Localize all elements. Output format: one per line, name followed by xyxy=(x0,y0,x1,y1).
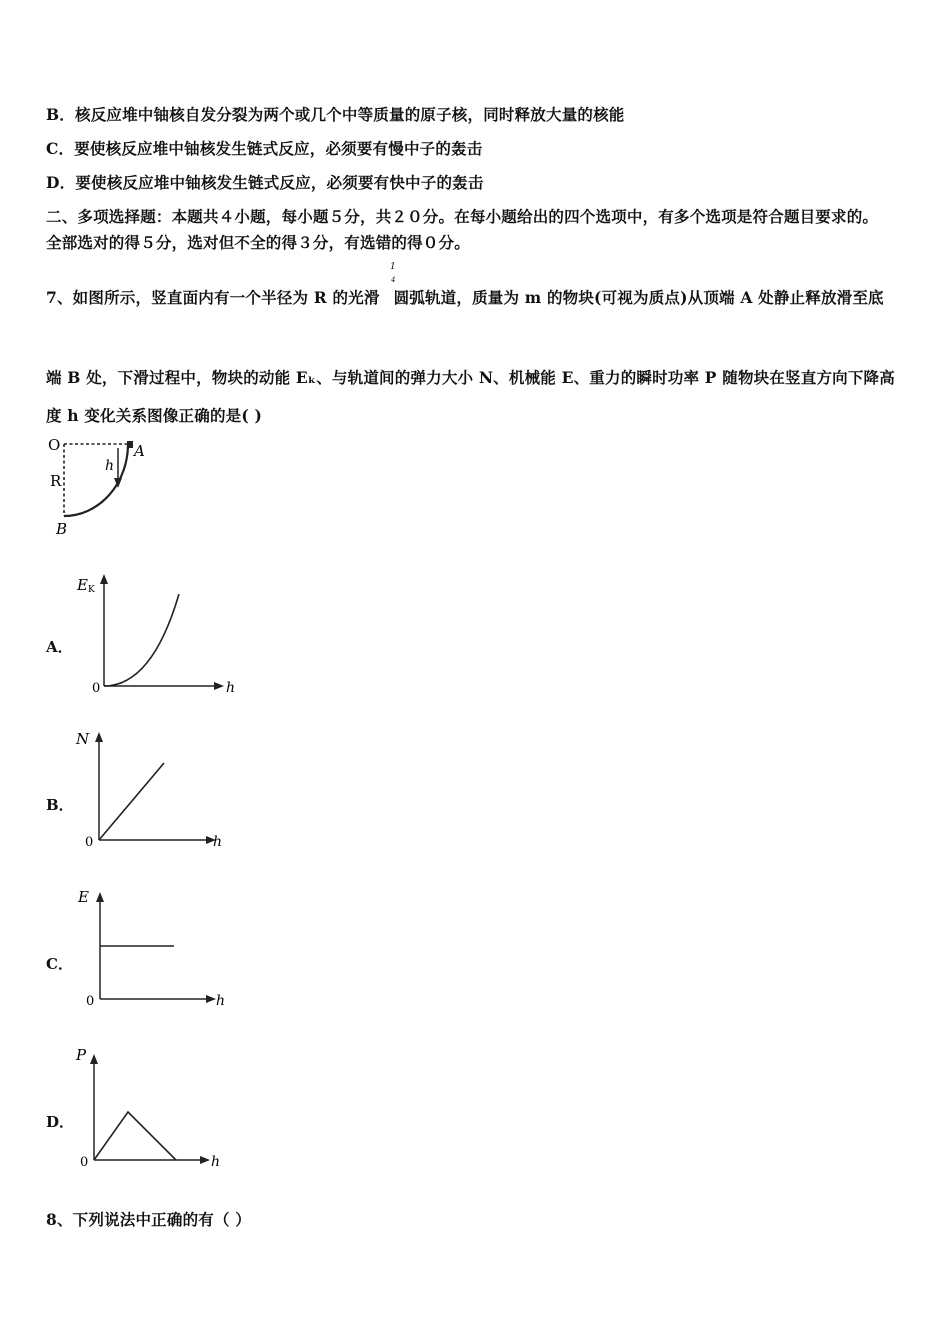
label-h: h xyxy=(105,458,115,474)
axis-label-n: N xyxy=(76,730,90,748)
question-7-line1 xyxy=(46,286,884,308)
graph-a xyxy=(72,568,252,698)
option-a-label: A． xyxy=(46,638,73,656)
graph-c xyxy=(72,884,252,1014)
section-heading-line2: 全部选对的得５分，选对但不全的得３分，有选错的得０分。 xyxy=(46,233,470,252)
axis-label-ek-sub: K xyxy=(88,585,95,595)
line-n xyxy=(99,763,164,840)
origin-label: 0 xyxy=(86,994,95,1009)
axis-label-e: E xyxy=(78,888,89,906)
label-A: A xyxy=(134,442,145,460)
graph-d xyxy=(72,1042,252,1172)
question-7-part2: 圆弧轨道，质量为 m 的物块(可视为质点)从顶端 A 处静止释放滑至底 xyxy=(393,288,884,307)
curve-p xyxy=(94,1112,176,1160)
option-b-text: B．核反应堆中铀核自发分裂为两个或几个中等质量的原子核，同时释放大量的核能 xyxy=(46,105,625,124)
question-8-text: 8、下列说法中正确的有（ ） xyxy=(46,1210,251,1229)
origin-label: 0 xyxy=(80,1155,89,1170)
origin-label: 0 xyxy=(92,681,101,696)
question-7-part1: 7、如图所示，竖直面内有一个半径为 R 的光滑 xyxy=(46,288,380,307)
axis-label-h: h xyxy=(216,993,226,1009)
label-R: R xyxy=(50,472,62,490)
axis-label-h: h xyxy=(213,834,223,850)
label-O: O xyxy=(48,436,61,454)
fraction-denominator: 4 xyxy=(391,276,396,284)
axis-label-p: P xyxy=(76,1046,87,1064)
label-B: B xyxy=(56,520,68,538)
block-marker xyxy=(127,441,133,448)
section-heading-line1: 二、多项选择题：本题共４小题，每小题５分，共２０分。在每小题给出的四个选项中，有多个选项是符合题目要求的。 xyxy=(46,207,879,226)
question-7-line3: 度 h 变化关系图像正确的是( ) xyxy=(46,406,263,425)
curve-ek xyxy=(104,594,179,686)
question-7-line2: 端 B 处，下滑过程中，物块的动能 Eₖ、与轨道间的弹力大小 N、机械能 E、重力的瞬时功率 P 随物块在竖直方向下降高 xyxy=(46,368,895,387)
origin-label: 0 xyxy=(85,835,94,850)
track-figure xyxy=(44,436,164,538)
option-d-text: D．要使核反应堆中铀核发生链式反应，必须要有快中子的轰击 xyxy=(46,173,484,192)
axis-label-h: h xyxy=(226,680,236,696)
option-c-label: C． xyxy=(46,955,73,973)
option-b-label: B． xyxy=(46,796,74,814)
axis-label-h: h xyxy=(211,1154,221,1170)
axis-label-ek: E xyxy=(77,576,88,594)
option-d-label: D． xyxy=(46,1113,75,1131)
graph-b xyxy=(72,726,252,856)
fraction-numerator: 1 xyxy=(390,262,396,272)
option-c-text: C．要使核反应堆中铀核发生链式反应，必须要有慢中子的轰击 xyxy=(46,139,483,158)
